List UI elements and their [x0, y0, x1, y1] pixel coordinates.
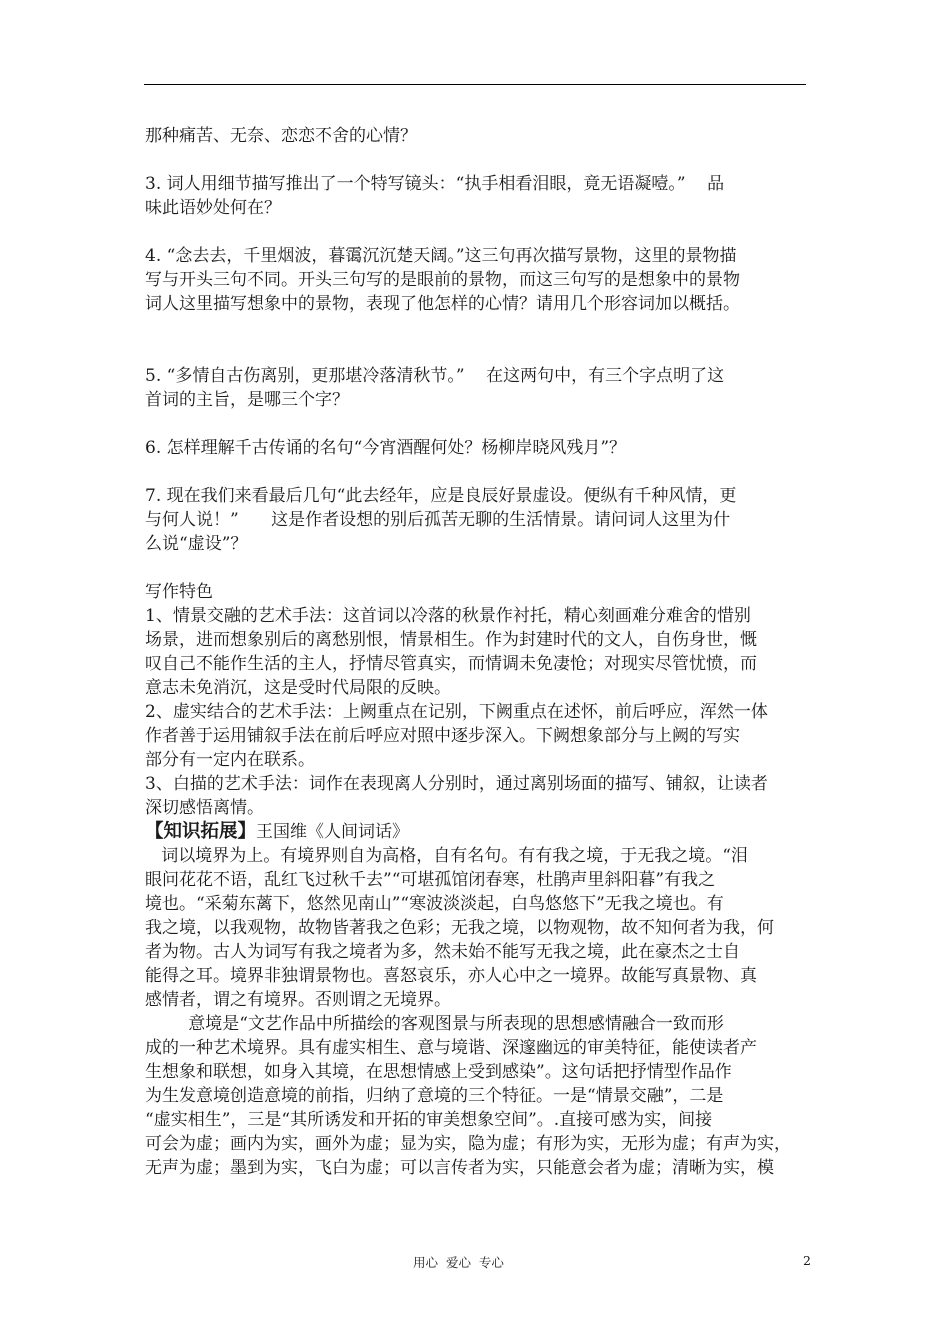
text-line: 作者善于运用铺叙手法在前后呼应对照中逐步深入。下阙想象部分与上阙的写实	[145, 726, 740, 746]
para-line: 者为物。古人为词写有我之境者为多，然未始不能写无我之境，此在豪杰之士自	[145, 942, 740, 962]
para-line: 成的一种艺术境界。具有虚实相生、意与境谐、深邃幽远的审美特征，能使读者产	[145, 1038, 757, 1058]
para-line: 能得之耳。境界非独谓景物也。喜怒哀乐，亦人心中之一境界。故能写真景物、真	[145, 966, 757, 986]
section-heading-writing: 写作特色	[145, 582, 213, 602]
feature-3: 3、白描的艺术手法：词作在表现离人分别时，通过离别场面的描写、铺叙，让读者	[145, 774, 768, 794]
text-line: 深切感悟离情。	[145, 798, 264, 818]
footer-text: 用心 爱心 专心	[413, 1255, 504, 1270]
page-number: 2	[803, 1253, 811, 1268]
para-line: 境也。“采菊东蓠下，悠然见南山”“寒波淡淡起，白鸟悠悠下”无我之境也。有	[145, 894, 724, 914]
text-line: 么说“虚设”？	[145, 534, 248, 554]
para-line: 可会为虚；画内为实，画外为虚；显为实，隐为虚；有形为实，无形为虚；有声为实，	[145, 1134, 791, 1154]
text-line: 词人这里描写想象中的景物，表现了他怎样的心情？请用几个形容词加以概括。	[145, 294, 740, 314]
document-body	[145, 124, 807, 1180]
text-line: 首词的主旨，是哪三个字？	[145, 390, 349, 410]
para-line: 眼问花花不语，乱红飞过秋千去”“可堪孤馆闭春寒，杜鹃声里斜阳暮”有我之	[145, 870, 716, 890]
para-line: 无声为虚；墨到为实，飞白为虚；可以言传者为实，只能意会者为虚；清晰为实，模	[145, 1158, 774, 1178]
para-line: 意境是“文艺作品中所描绘的客观图景与所表现的思想感情融合一致而形	[145, 1014, 724, 1034]
question-7: 7. 现在我们来看最后几句“此去经年，应是良辰好景虚设。便纵有千种风情，更	[145, 486, 737, 506]
text-line: 味此语妙处何在？	[145, 198, 281, 218]
text-line: 写与开头三句不同。开头三句写的是眼前的景物，而这三句写的是想象中的景物	[145, 270, 740, 290]
para-line: 感情者，谓之有境界。否则谓之无境界。	[145, 990, 451, 1010]
knowledge-heading-line	[145, 820, 807, 844]
feature-2: 2、虚实结合的艺术手法：上阙重点在记别，下阙重点在述怀，前后呼应，浑然一体	[145, 702, 768, 722]
para-line: 为生发意境创造意境的前指，归纳了意境的三个特征。一是“情景交融”，二是	[145, 1086, 724, 1106]
text-line: 部分有一定内在联系。	[145, 750, 315, 770]
question-4: 4. “念去去，千里烟波，暮霭沉沉楚天阔。”这三句再次描写景物，这里的景物描	[145, 246, 737, 266]
header-rule	[144, 84, 806, 85]
question-6: 6. 怎样理解千古传诵的名句“今宵酒醒何处？杨柳岸晓风残月”？	[145, 438, 627, 458]
question-5: 5. “多情自古伤离别，更那堪冷落清秋节。” 在这两句中，有三个字点明了这	[145, 366, 725, 386]
feature-1: 1、情景交融的艺术手法：这首词以冷落的秋景作衬托，精心刻画难分难舍的惜别	[145, 606, 751, 626]
text-line: 叹自己不能作生活的主人，抒情尽管真实，而情调未免凄怆；对现实尽管忧愤，而	[145, 654, 757, 674]
knowledge-title: 王国维《人间词话》	[256, 822, 410, 842]
para-line: “虚实相生”，三是“其所诱发和开拓的审美想象空间”。.直接可感为实，间接	[145, 1110, 713, 1130]
text-line: 意志未免消沉，这是受时代局限的反映。	[145, 678, 451, 698]
text-line: 那种痛苦、无奈、恋恋不舍的心情？	[145, 126, 417, 146]
question-3: 3. 词人用细节描写推出了一个特写镜头：“执手相看泪眼，竟无语凝噎。” 品	[145, 174, 725, 194]
para-line: 我之境，以我观物，故物皆著我之色彩；无我之境，以物观物，故不知何者为我，何	[145, 918, 774, 938]
para-line: 词以境界为上。有境界则自为高格，自有名句。有有我之境，于无我之境。“泪	[145, 846, 748, 866]
text-line: 场景，进而想象别后的离愁别恨，情景相生。作为封建时代的文人，自伤身世，慨	[145, 630, 757, 650]
knowledge-heading: 【知识拓展】	[145, 821, 257, 842]
para-line: 生想象和联想，如身入其境，在思想情感上受到感染”。这句话把抒情型作品作	[145, 1062, 732, 1082]
text-line: 与何人说！” 这是作者设想的别后孤苦无聊的生活情景。请问词人这里为什	[145, 510, 731, 530]
